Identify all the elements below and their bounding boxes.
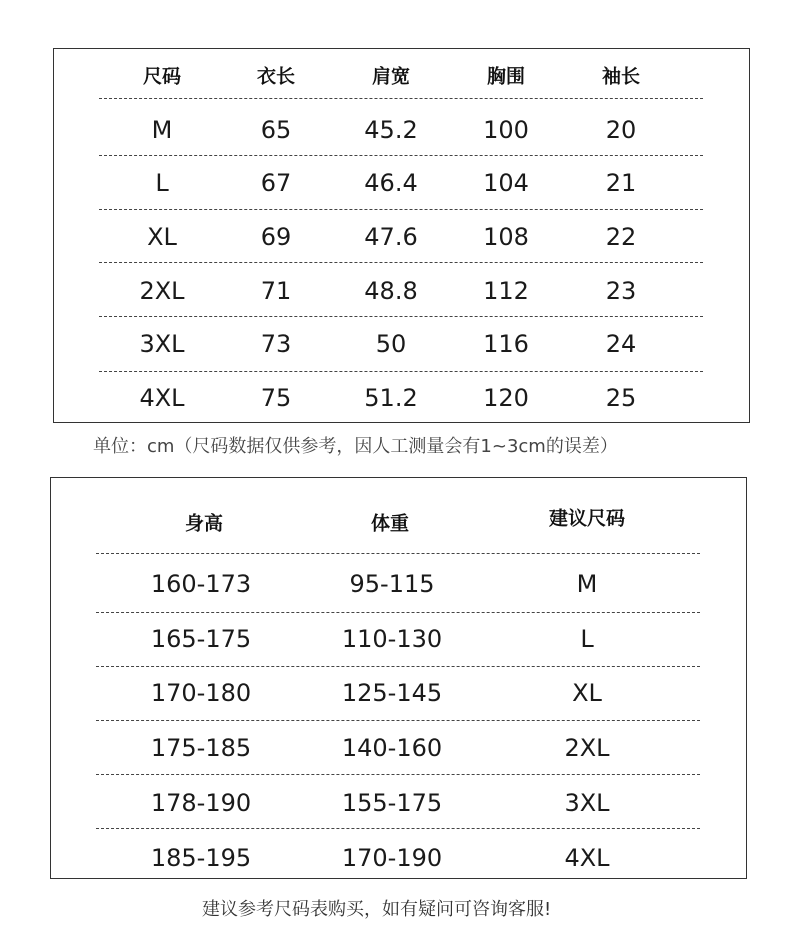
cell-size: M	[151, 116, 173, 144]
header-recommended-size: 建议尺码	[548, 507, 626, 530]
cell-length: 73	[260, 330, 292, 358]
divider	[96, 774, 700, 775]
cell-height: 178-190	[150, 789, 252, 817]
cell-sleeve: 25	[605, 384, 637, 412]
cell-sleeve: 22	[605, 223, 637, 251]
cell-size: XL	[572, 679, 602, 707]
divider	[99, 262, 703, 263]
cell-shoulder: 48.8	[364, 277, 418, 305]
cell-chest: 100	[483, 116, 529, 144]
divider	[96, 612, 700, 613]
cell-size: L	[580, 625, 594, 653]
cell-size: L	[155, 169, 169, 197]
cell-length: 65	[260, 116, 292, 144]
cell-chest: 120	[483, 384, 529, 412]
header-height: 身高	[184, 512, 224, 535]
cell-sleeve: 21	[605, 169, 637, 197]
cell-weight: 140-160	[341, 734, 443, 762]
cell-size: 2XL	[564, 734, 610, 762]
header-size: 尺码	[142, 65, 182, 88]
cell-size: 4XL	[139, 384, 185, 412]
header-chest: 胸围	[486, 65, 526, 88]
cell-length: 69	[260, 223, 292, 251]
unit-note: 单位：cm（尺码数据仅供参考，因人工测量会有1~3cm的误差）	[93, 436, 618, 457]
cell-weight: 155-175	[341, 789, 443, 817]
divider	[96, 666, 700, 667]
cell-height: 160-173	[150, 570, 252, 598]
cell-weight: 110-130	[341, 625, 443, 653]
cell-size: 3XL	[139, 330, 185, 358]
cell-height: 170-180	[150, 679, 252, 707]
cell-chest: 116	[483, 330, 529, 358]
cell-size: 4XL	[564, 844, 610, 872]
divider	[99, 155, 703, 156]
header-weight: 体重	[370, 512, 410, 535]
divider	[96, 720, 700, 721]
divider	[99, 209, 703, 210]
cell-weight: 95-115	[349, 570, 435, 598]
cell-weight: 125-145	[341, 679, 443, 707]
cell-shoulder: 47.6	[364, 223, 418, 251]
cell-shoulder: 46.4	[364, 169, 418, 197]
cell-size: 3XL	[564, 789, 610, 817]
cell-length: 71	[260, 277, 292, 305]
cell-size: 2XL	[139, 277, 185, 305]
header-shoulder: 肩宽	[371, 65, 411, 88]
cell-sleeve: 20	[605, 116, 637, 144]
cell-height: 165-175	[150, 625, 252, 653]
cell-chest: 108	[483, 223, 529, 251]
cell-size: M	[576, 570, 598, 598]
cell-height: 185-195	[150, 844, 252, 872]
cell-shoulder: 50	[375, 330, 407, 358]
divider	[99, 316, 703, 317]
cell-chest: 104	[483, 169, 529, 197]
divider	[96, 828, 700, 829]
header-length: 衣长	[256, 65, 296, 88]
cell-sleeve: 23	[605, 277, 637, 305]
cell-sleeve: 24	[605, 330, 637, 358]
divider	[99, 371, 703, 372]
cell-height: 175-185	[150, 734, 252, 762]
footer-note: 建议参考尺码表购买，如有疑问可咨询客服!	[202, 899, 552, 920]
cell-length: 67	[260, 169, 292, 197]
cell-size: XL	[147, 223, 177, 251]
size-recommendation-table	[50, 477, 747, 879]
cell-length: 75	[260, 384, 292, 412]
cell-shoulder: 51.2	[364, 384, 418, 412]
size-chart-table	[53, 48, 750, 423]
cell-chest: 112	[483, 277, 529, 305]
cell-shoulder: 45.2	[364, 116, 418, 144]
header-sleeve: 袖长	[601, 65, 641, 88]
divider	[96, 553, 700, 554]
cell-weight: 170-190	[341, 844, 443, 872]
divider	[99, 98, 703, 99]
